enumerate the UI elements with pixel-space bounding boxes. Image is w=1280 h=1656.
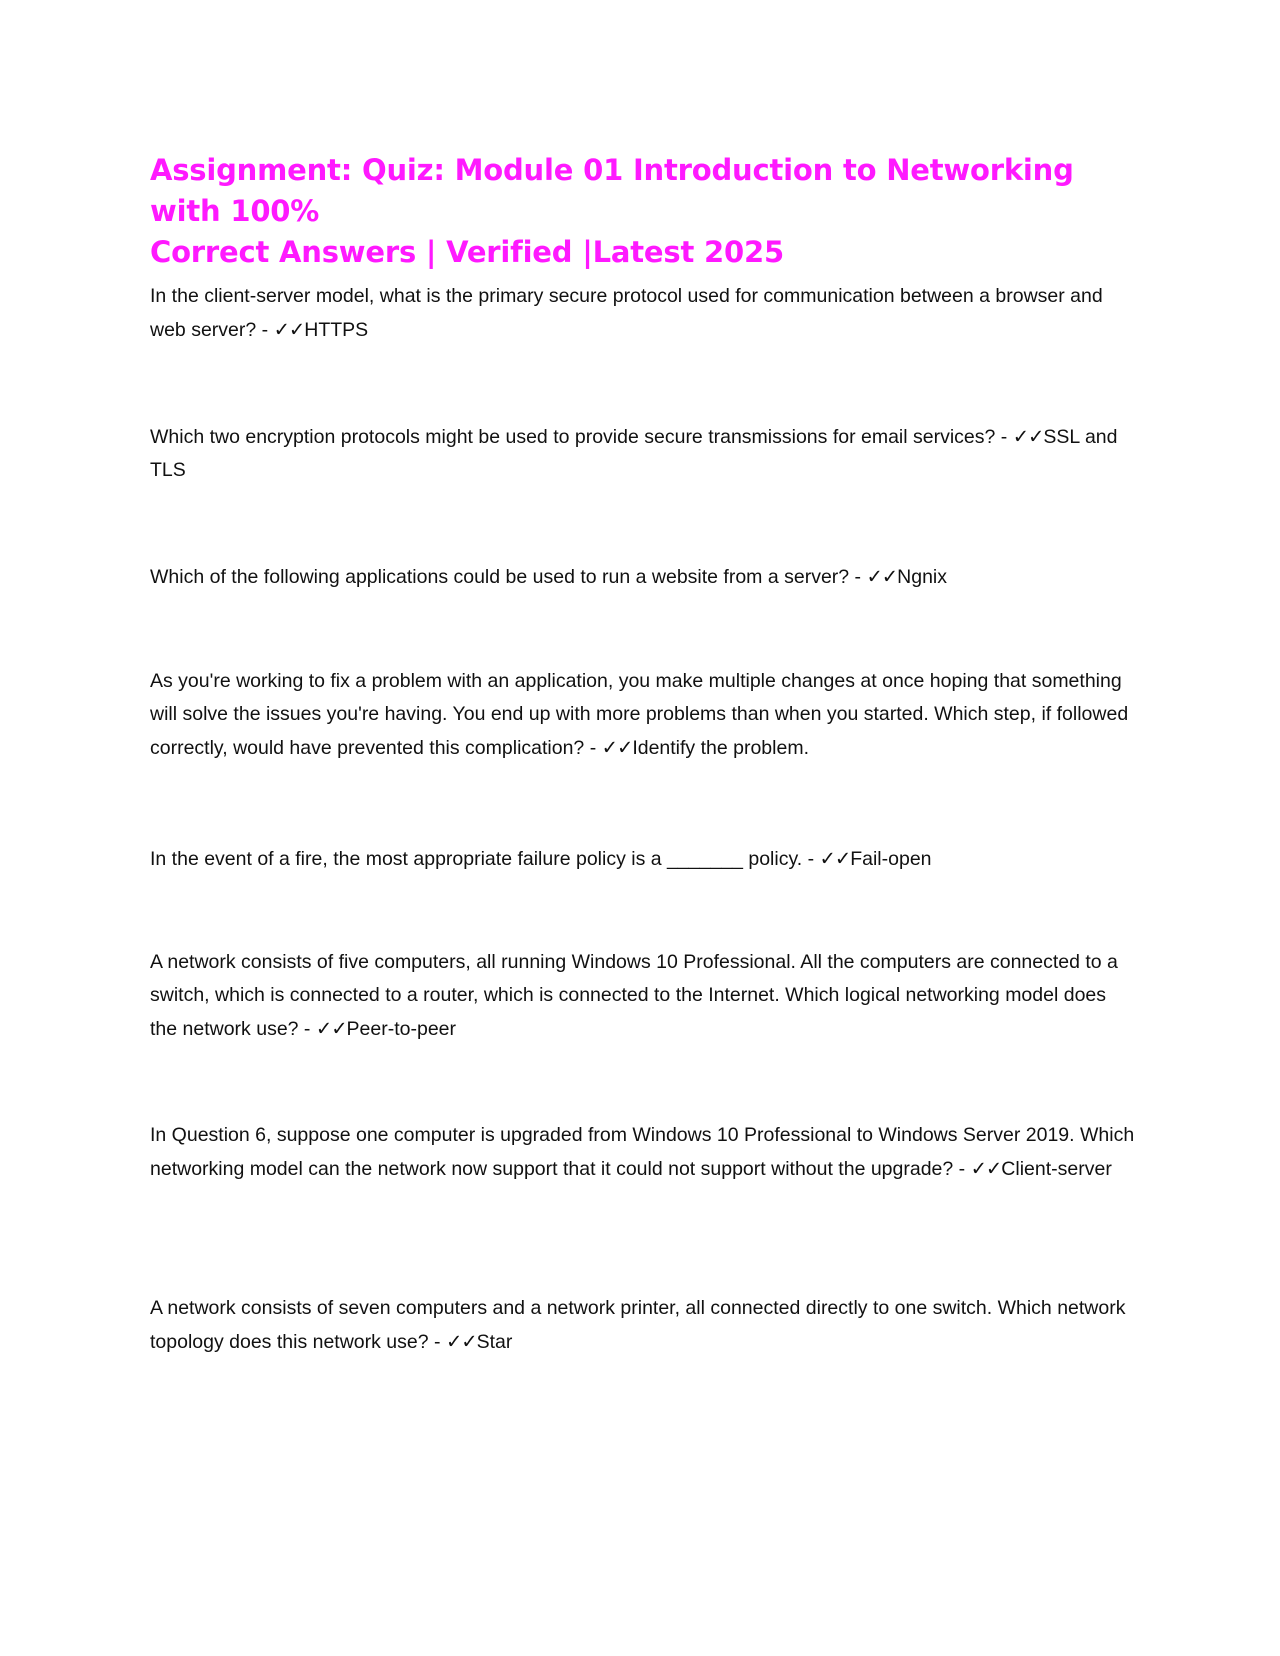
double-check-icon: ✓✓ [445, 1330, 477, 1353]
document-title-line-2: Correct Answers | Verified |Latest 2025 [150, 235, 784, 269]
question-text: A network consists of five computers, all running Windows 10 Professional. All the computers are connected to a switch, which is connected to a router, which is connected to the Internet. Which logical networking model does the network use? [150, 951, 1118, 1040]
document-title [150, 150, 1135, 273]
separator: - [802, 848, 820, 870]
qa-item-6 [150, 946, 1135, 1046]
qa-item-2 [150, 420, 1135, 487]
separator: - [428, 1331, 446, 1353]
answer-text: Ngnix [897, 566, 948, 588]
question-text: In the event of a fire, the most appropriate failure policy is a _______ policy. [150, 848, 803, 870]
separator: - [849, 566, 867, 588]
double-check-icon: ✓✓ [1012, 425, 1044, 448]
answer-text: SSL and TLS [150, 426, 1118, 481]
question-text: A network consists of seven computers and a network printer, all connected directly to one switch. Which network topology does this network use? [150, 1297, 1126, 1353]
qa-item-4 [150, 665, 1135, 765]
qa-item-3 [150, 560, 1135, 594]
answer-text: Peer-to-peer [346, 1018, 457, 1040]
qa-item-1 [150, 280, 1135, 347]
question-text: Which two encryption protocols might be used to provide secure transmissions for email services? [150, 426, 996, 448]
double-check-icon: ✓✓ [315, 1017, 347, 1040]
qa-item-7 [150, 1119, 1135, 1186]
question-text: In Question 6, suppose one computer is upgraded from Windows 10 Professional to Windows Server 2019. Which networking model can the network now support that it could not support without the upgrade? [150, 1124, 1135, 1180]
answer-text: Star [476, 1331, 513, 1353]
document-title-line-1: Assignment: Quiz: Module 01 Introduction to Networking with 100% [150, 153, 1074, 228]
double-check-icon: ✓✓ [819, 847, 851, 870]
question-text: Which of the following applications could be used to run a website from a server? [150, 566, 850, 588]
double-check-icon: ✓✓ [866, 565, 898, 588]
answer-text: HTTPS [304, 319, 369, 341]
double-check-icon: ✓✓ [970, 1157, 1002, 1180]
qa-item-8 [150, 1292, 1135, 1359]
double-check-icon: ✓✓ [273, 318, 305, 341]
question-text: As you're working to fix a problem with an application, you make multiple changes at once hoping that something will solve the issues you're having. You end up with more problems than when you started. Which step, if followed correctly, would have prevented this complication? [150, 670, 1129, 759]
double-check-icon: ✓✓ [601, 736, 633, 759]
separator: - [584, 737, 602, 759]
separator: - [953, 1158, 971, 1180]
question-text: In the client-server model, what is the primary secure protocol used for communication between a browser and web server? [150, 285, 1103, 341]
answer-text: Client-server [1001, 1158, 1112, 1180]
separator: - [256, 319, 274, 341]
separator: - [995, 426, 1013, 448]
answer-text: Identify the problem. [632, 737, 809, 759]
answer-text: Fail-open [850, 848, 932, 870]
qa-item-5 [150, 842, 1135, 876]
separator: - [298, 1018, 316, 1040]
